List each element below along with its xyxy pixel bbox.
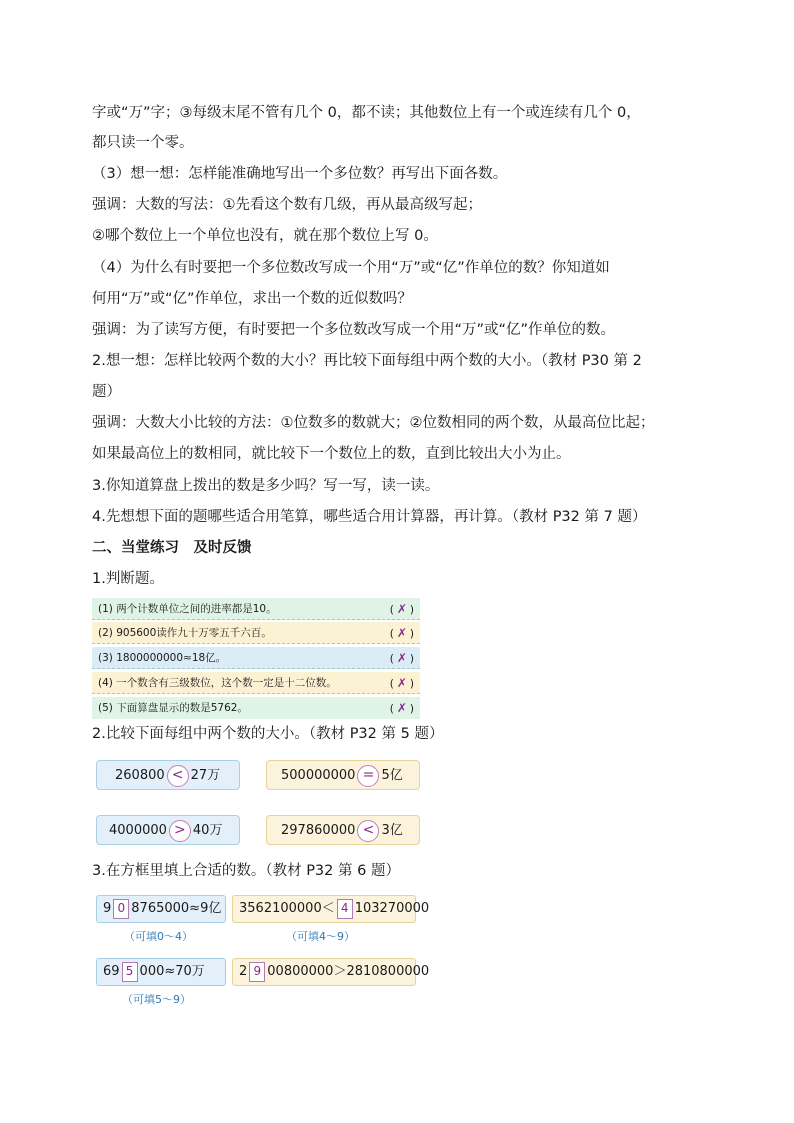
compare-right: 3亿 [381, 823, 403, 838]
fill-box [232, 958, 430, 986]
fill-box [96, 958, 226, 986]
fill-box [232, 895, 430, 923]
paren-close: ) [409, 628, 414, 640]
text-line: 如果最高位上的数相同，就比较下一个数位上的数，直到比较出大小为止。 [92, 446, 571, 462]
judge-row [92, 697, 420, 719]
compare-box [266, 760, 420, 790]
compare-left: 260800 [115, 768, 165, 783]
judge-row [92, 598, 420, 620]
cross-icon: ✗ [396, 651, 407, 665]
question-title: 3.在方框里填上合适的数。（教材 P32 第 6 题） [92, 863, 400, 879]
judge-answer [390, 598, 414, 621]
compare-operator: = [357, 765, 379, 787]
paren-open: ( [389, 653, 394, 665]
text-line: 2.想一想：怎样比较两个数的大小？再比较下面每组中两个数的大小。（教材 P30 第 2 [92, 353, 642, 369]
judge-row [92, 647, 420, 669]
compare-right: 27万 [190, 768, 221, 783]
fill-pre: 3562100000＜ [239, 901, 335, 916]
text-line: 强调：为了读写方便，有时要把一个多位数改写成一个用“万”或“亿”作单位的数。 [92, 322, 616, 338]
text-line: （4）为什么有时要把一个多位数改写成一个用“万”或“亿”作单位的数？你知道如 [92, 260, 610, 276]
fill-box [96, 895, 226, 923]
cross-icon: ✗ [396, 626, 407, 640]
paren-close: ) [409, 678, 414, 690]
judge-answer [390, 672, 414, 695]
fill-answer: 9 [249, 962, 265, 982]
question-title: 2.比较下面每组中两个数的大小。（教材 P32 第 5 题） [92, 726, 444, 742]
compare-box [96, 815, 240, 845]
judge-row [92, 622, 420, 644]
text-line: 何用“万”或“亿”作单位，求出一个数的近似数吗？ [92, 291, 413, 307]
judge-question: (2) 905600读作九十万零五千六百。 [98, 627, 272, 639]
paren-close: ) [409, 653, 414, 665]
fill-pre: 69 [103, 964, 120, 979]
fill-hint: （可填5～9） [122, 993, 191, 1006]
fill-answer: 5 [122, 962, 138, 982]
cross-icon: ✗ [396, 701, 407, 715]
fill-answer: 4 [337, 899, 353, 919]
text-line: 4.先想想下面的题哪些适合用笔算，哪些适合用计算器，再计算。（教材 P32 第 7 题） [92, 509, 647, 525]
judge-answer [390, 622, 414, 645]
compare-right: 5亿 [381, 768, 403, 783]
fill-pre: 2 [239, 964, 248, 979]
compare-right: 40万 [192, 823, 223, 838]
fill-pre: 9 [103, 901, 112, 916]
cross-icon: ✗ [396, 602, 407, 616]
text-line: 3.你知道算盘上拨出的数是多少吗？写一写，读一读。 [92, 478, 440, 494]
compare-operator: > [169, 820, 191, 842]
judge-question: (3) 1800000000≈18亿。 [98, 652, 227, 664]
compare-left: 297860000 [281, 823, 356, 838]
paren-open: ( [389, 604, 394, 616]
judge-row [92, 672, 420, 694]
compare-operator: < [167, 765, 189, 787]
fill-post: 103270000 [354, 901, 430, 916]
text-line: （3）想一想：怎样能准确地写出一个多位数？再写出下面各数。 [92, 166, 508, 182]
fill-post: 8765000≈9亿 [131, 901, 222, 916]
paren-open: ( [389, 678, 394, 690]
fill-hint: （可填0～4） [124, 930, 193, 943]
fill-answer: 0 [113, 899, 129, 919]
compare-box [96, 760, 240, 790]
compare-operator: < [357, 820, 379, 842]
judge-question: (1) 两个计数单位之间的进率都是10。 [98, 603, 277, 615]
text-line: 强调：大数大小比较的方法：①位数多的数就大；②位数相同的两个数，从最高位比起； [92, 415, 655, 431]
compare-left: 4000000 [109, 823, 167, 838]
fill-post: 00800000＞2810800000 [267, 964, 430, 979]
judge-question: (5) 下面算盘显示的数是5762。 [98, 702, 248, 714]
paren-close: ) [409, 604, 414, 616]
fill-hint: （可填4～9） [286, 930, 355, 943]
section-heading: 二、当堂练习 及时反馈 [92, 540, 252, 556]
paren-open: ( [389, 703, 394, 715]
text-line: 都只读一个零。 [92, 135, 194, 151]
text-line: 强调：大数的写法：①先看这个数有几级，再从最高级写起； [92, 197, 482, 213]
compare-left: 500000000 [281, 768, 356, 783]
judge-answer [390, 647, 414, 670]
paren-open: ( [389, 628, 394, 640]
text-line: ②哪个数位上一个单位也没有，就在那个数位上写 0。 [92, 228, 438, 244]
fill-post: 000≈70万 [139, 964, 205, 979]
cross-icon: ✗ [396, 676, 407, 690]
compare-box [266, 815, 420, 845]
question-title: 1.判断题。 [92, 571, 164, 587]
judge-question: (4) 一个数含有三级数位，这个数一定是十二位数。 [98, 677, 337, 689]
paren-close: ) [409, 703, 414, 715]
judge-answer [390, 697, 414, 720]
text-line: 字或“万”字；③每级末尾不管有几个 0，都不读；其他数位上有一个或连续有几个 0， [92, 105, 641, 121]
text-line: 题） [92, 384, 121, 400]
